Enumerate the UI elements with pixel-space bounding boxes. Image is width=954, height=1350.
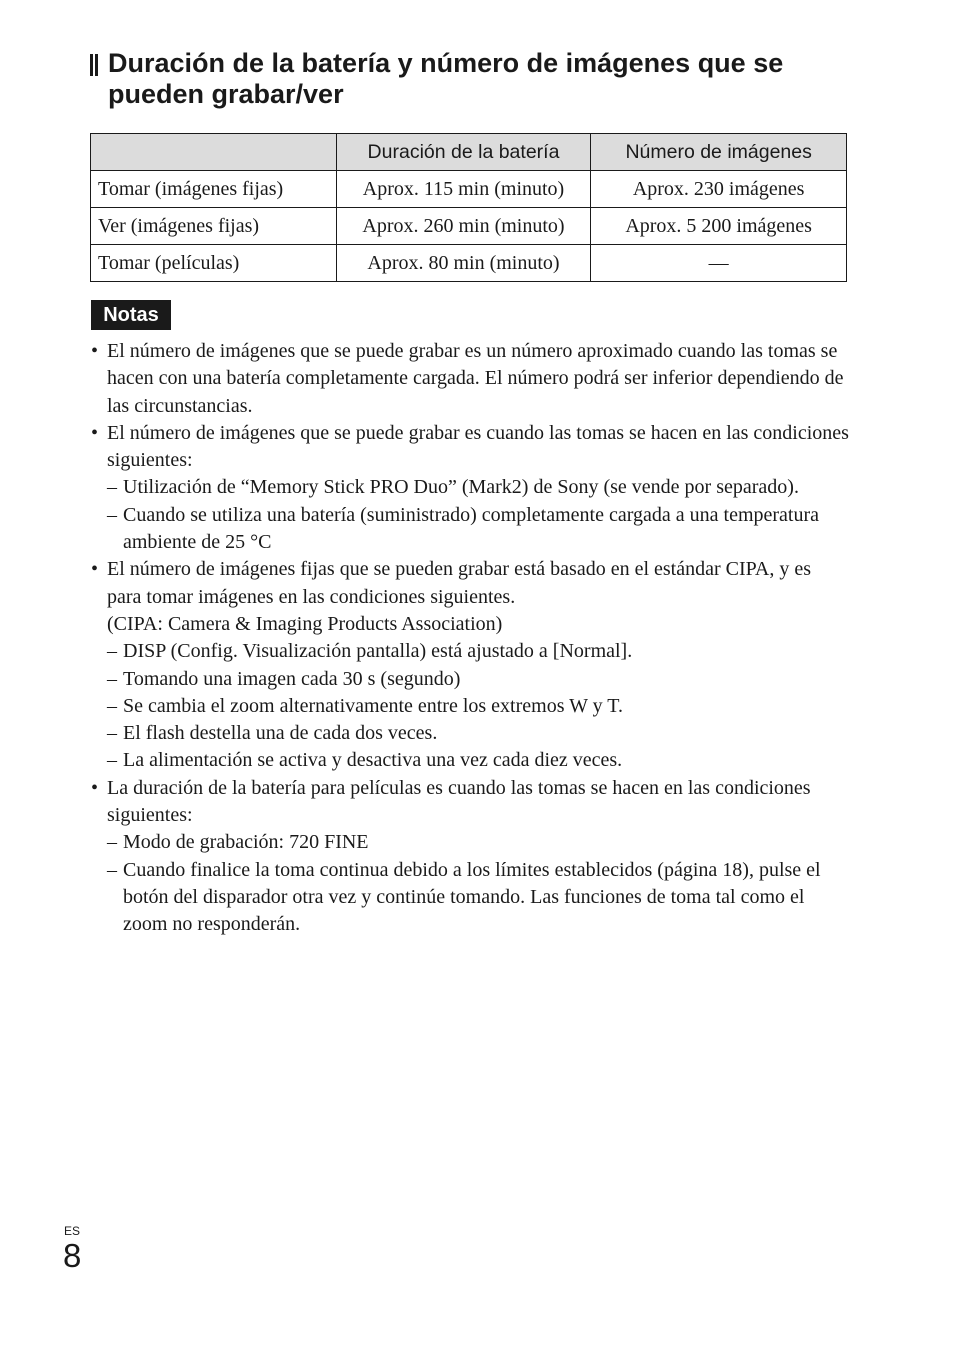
- dash-marker: –: [107, 858, 117, 881]
- dash-marker: –: [107, 694, 117, 717]
- page-number: 8: [63, 1237, 82, 1274]
- list-subitem-text: Modo de grabación: 720 FINE: [123, 831, 369, 854]
- list-subitem: [90, 720, 850, 747]
- list-subitem: [90, 474, 850, 501]
- table-row: [91, 208, 847, 245]
- list-subitem: [90, 693, 850, 720]
- dash-marker: –: [107, 722, 117, 745]
- list-subitem: [90, 857, 850, 939]
- dash-marker: –: [107, 749, 117, 772]
- list-item-note: (CIPA: Camera & Imaging Products Association): [107, 612, 503, 635]
- list-subitem: [90, 747, 850, 774]
- language-code: ES: [64, 1224, 81, 1238]
- table-cell: Aprox. 115 min (minuto): [336, 171, 591, 208]
- list-subitem: [90, 829, 850, 856]
- table-header-battery-duration: Duración de la batería: [336, 134, 591, 171]
- list-subitem-text: Se cambia el zoom alternativamente entre los extremos W y T.: [123, 694, 624, 717]
- list-subitem-text: DISP (Config. Visualización pantalla) está ajustado a [Normal].: [123, 640, 633, 663]
- table-header-image-count: Número de imágenes: [591, 134, 847, 171]
- dash-marker: –: [107, 667, 117, 690]
- table-cell: Ver (imágenes fijas): [91, 208, 337, 245]
- dash-marker: –: [107, 503, 117, 526]
- list-item: • El número de imágenes que se puede grabar es cuando las tomas se hacen en las condiciones siguientes:: [90, 420, 850, 475]
- table-cell: Aprox. 260 min (minuto): [336, 208, 591, 245]
- dash-marker: –: [107, 476, 117, 499]
- table-header-empty: [91, 134, 337, 171]
- list-item: • El número de imágenes que se puede grabar es un número aproximado cuando las tomas se hacen con una batería completamente cargada. El número podrá ser inferior dependiendo de las circunstancias.: [90, 338, 850, 420]
- list-subitem-text: Tomando una imagen cada 30 s (segundo): [123, 667, 461, 690]
- list-subitem: [90, 666, 850, 693]
- section-heading-text: Duración de la batería y número de imágenes que se pueden grabar/ver: [108, 48, 784, 109]
- list-item: • La duración de la batería para películas es cuando las tomas se hacen en las condiciones siguientes:: [90, 775, 850, 830]
- list-item: • El número de imágenes fijas que se pueden grabar está basado en el estándar CIPA, y es para tomar imágenes en las condiciones siguientes.: [90, 556, 850, 611]
- notes-list: [90, 338, 850, 939]
- section-heading: [90, 48, 870, 110]
- list-subitem: [90, 638, 850, 665]
- table-header-row: [91, 134, 847, 171]
- list-subitem-text: Cuando se utiliza una batería (suministrado) completamente cargada a una temperatura ambiente de 25 °C: [123, 503, 820, 554]
- list-subitem-text: Utilización de “Memory Stick PRO Duo” (Mark2) de Sony (se vende por separado).: [123, 476, 799, 499]
- notes-badge: Notas: [91, 300, 171, 330]
- section-marker-icon: [90, 54, 98, 76]
- table-cell: Tomar (imágenes fijas): [91, 171, 337, 208]
- table-cell: —: [591, 245, 847, 282]
- list-subitem-text: El flash destella una de cada dos veces.: [123, 722, 438, 745]
- list-subitem-text: La alimentación se activa y desactiva una vez cada diez veces.: [123, 749, 623, 772]
- dash-marker: –: [107, 640, 117, 663]
- list-subitem: [90, 502, 850, 557]
- dash-marker: –: [107, 831, 117, 854]
- table-row: [91, 171, 847, 208]
- table-cell: Tomar (películas): [91, 245, 337, 282]
- battery-table: [90, 133, 847, 282]
- table-cell: Aprox. 5 200 imágenes: [591, 208, 847, 245]
- list-subitem-text: Cuando finalice la toma continua debido a los límites establecidos (página 18), pulse el botón del disparador otra vez y continúe tomando. Las funciones de toma tal como el zoom no responderán.: [123, 858, 821, 936]
- table-cell: Aprox. 80 min (minuto): [336, 245, 591, 282]
- table-row: [91, 245, 847, 282]
- table-cell: Aprox. 230 imágenes: [591, 171, 847, 208]
